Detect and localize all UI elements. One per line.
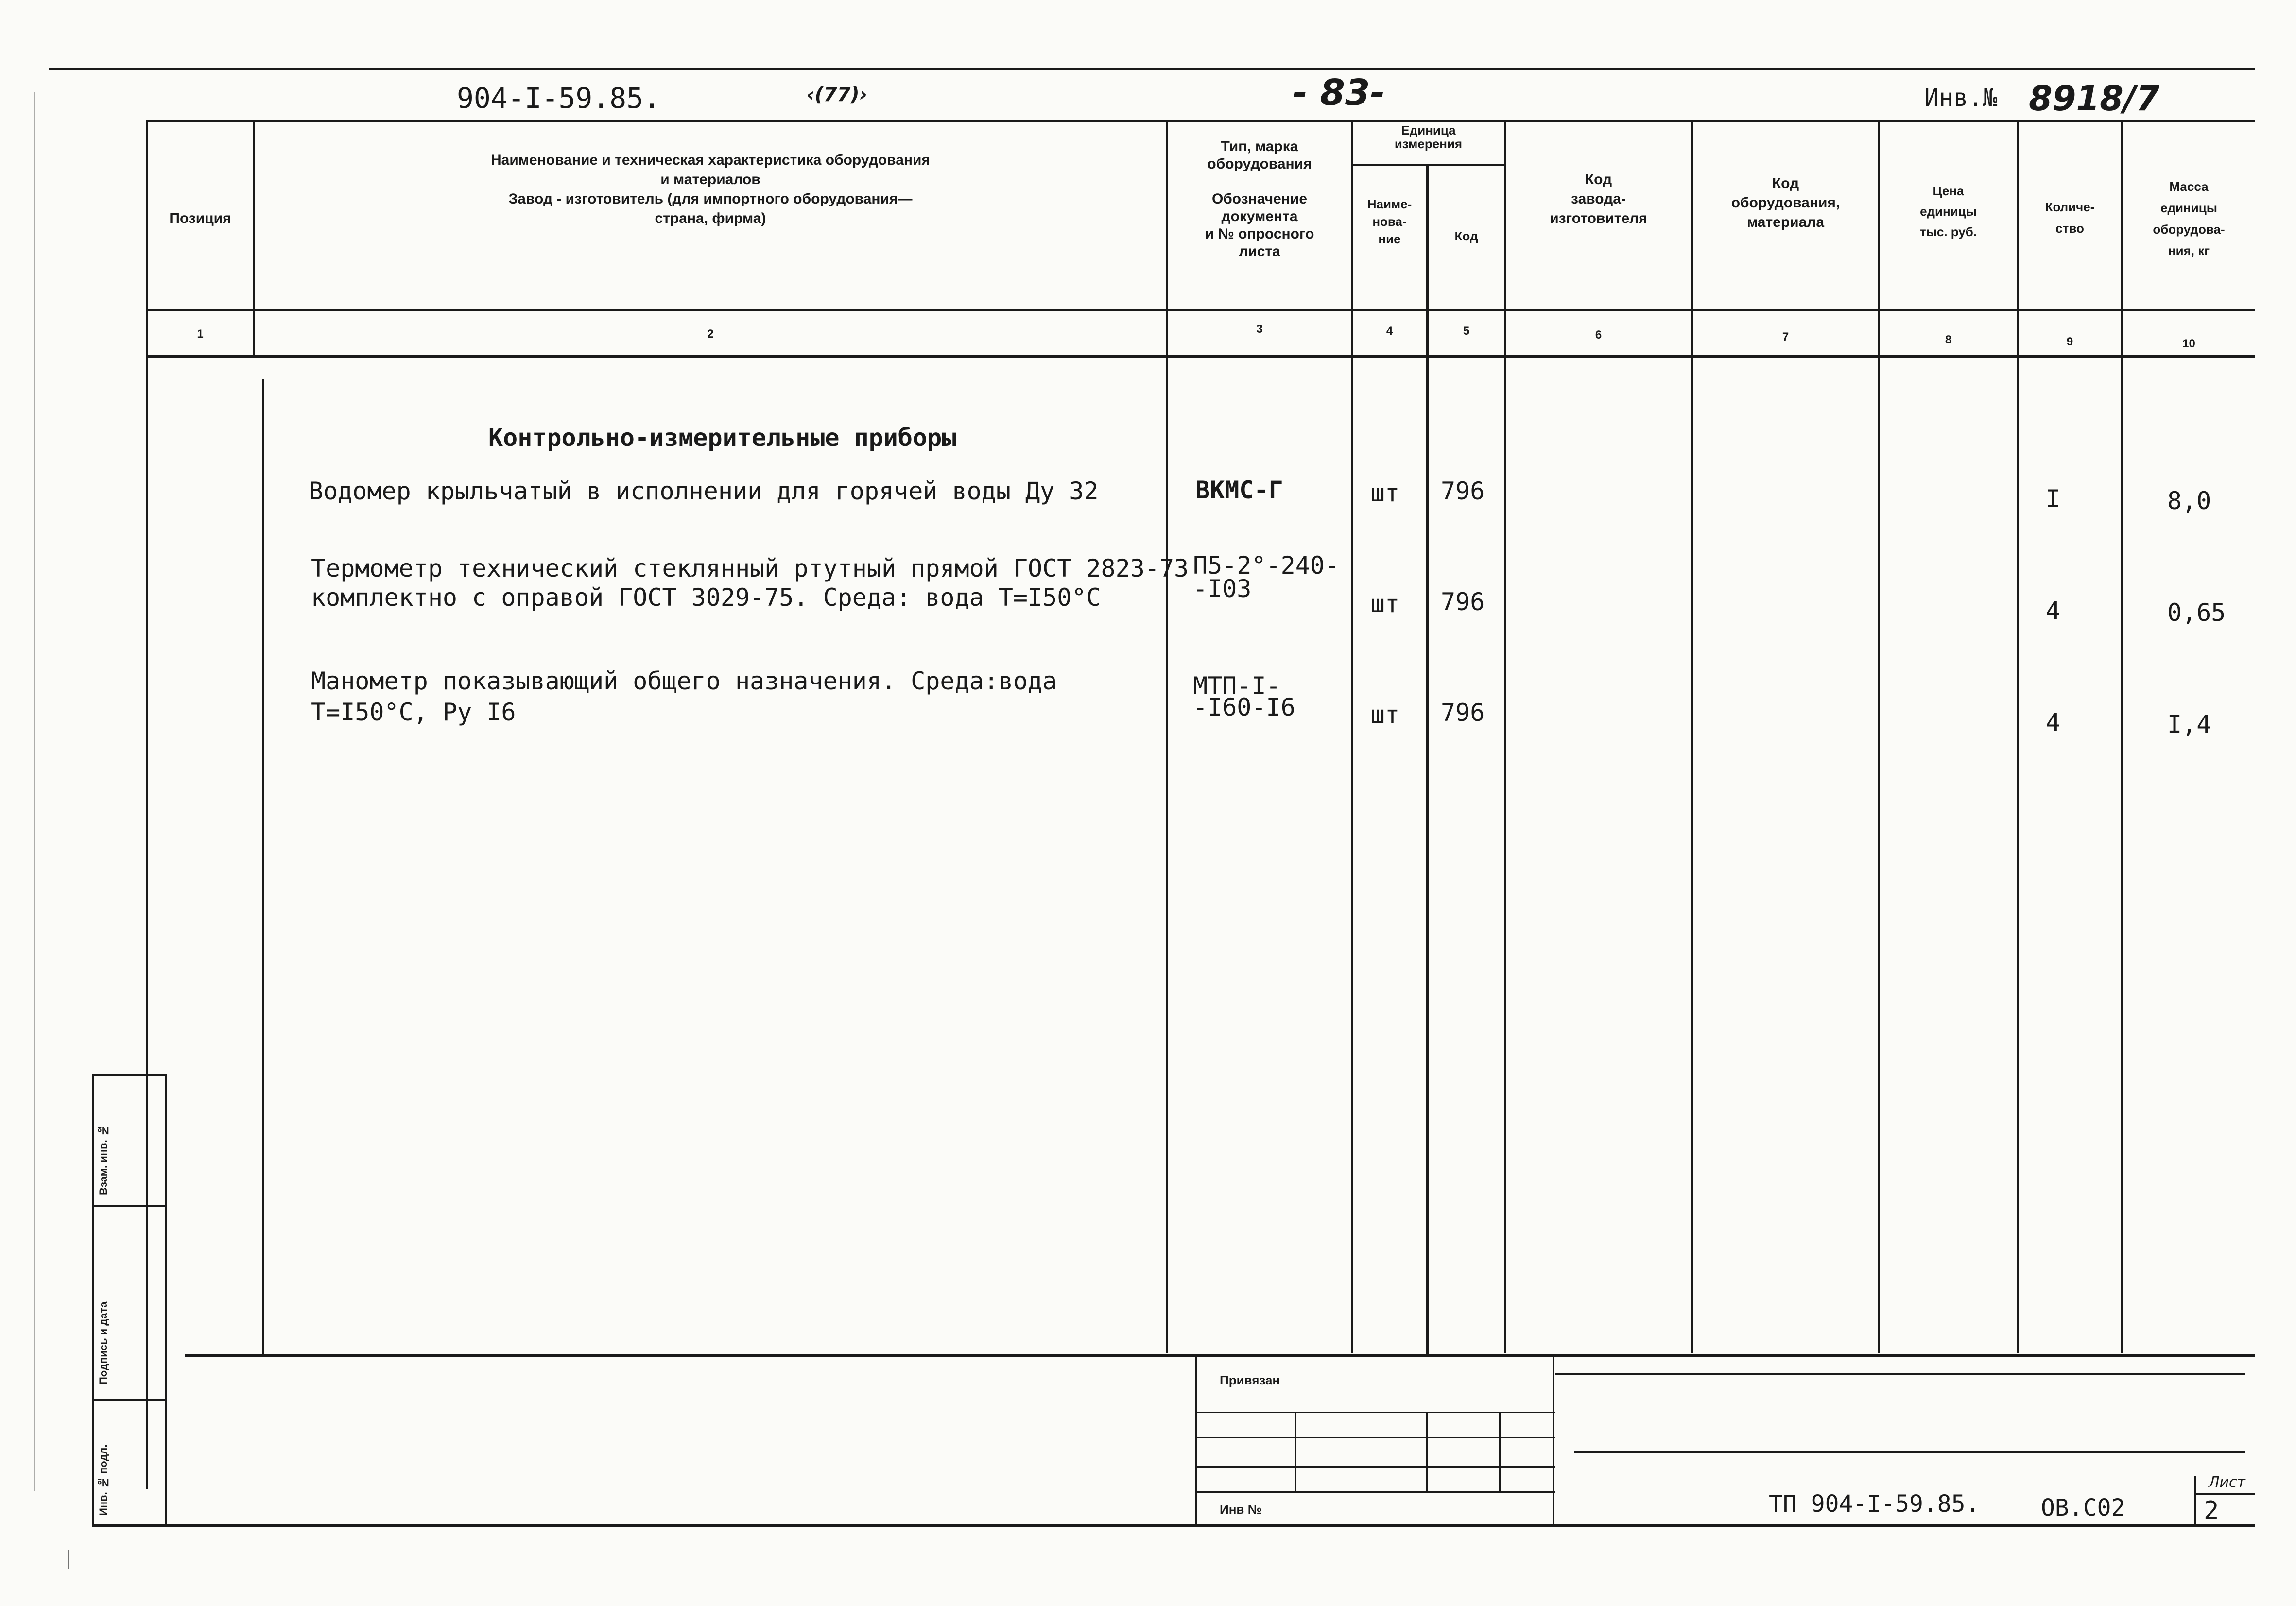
row-3-name: Манометр показывающий общего назначения. Среда:вода Т=I50°С, Ру I6 — [311, 667, 1057, 726]
col-num-3: 3 — [1256, 323, 1263, 336]
col-num-7: 7 — [1782, 330, 1789, 343]
row-3-mass: I,4 — [2167, 710, 2211, 738]
row-3-qty: 4 — [2046, 708, 2061, 736]
row-2-name: Термометр технический стеклянный ртутный прямой ГОСТ 2823-73 комплектно с оправой ГОСТ 3029-75. Среда: вода Т=I50°С — [311, 554, 1189, 612]
stamp-replace-inv: Взам. инв. № — [97, 1125, 109, 1195]
col-position-header: Позиция — [169, 210, 231, 226]
row-1-name: Водомер крыльчатый в исполнении для горячей воды Ду 32 — [309, 477, 1099, 505]
row-3-type: МТП-I- -I60-I6 — [1193, 672, 1295, 721]
col-name-header: Наименование и техническая характеристика оборудования и материалов Завод - изготовитель (для импортного оборудования— страна, фирма) — [491, 152, 930, 226]
row-3-unit: шт — [1370, 700, 1400, 729]
col-factory-code-header: Код завода- изготовителя — [1550, 171, 1647, 226]
stamp-inv-orig: Инв. № подл. — [97, 1444, 109, 1516]
col-num-1: 1 — [197, 327, 204, 341]
row-2-unit: шт — [1370, 590, 1400, 618]
section-title: Контрольно-измерительные приборы — [488, 424, 957, 452]
col-unit-group-header: Единица измерения — [1394, 123, 1463, 151]
col-num-6: 6 — [1595, 328, 1602, 342]
col-qty-header: Количе- ство — [2045, 200, 2095, 236]
row-1-code: 796 — [1441, 477, 1485, 505]
privyazan-label: Привязан — [1220, 1373, 1280, 1387]
col-num-4: 4 — [1386, 325, 1393, 338]
col-num-2: 2 — [707, 327, 714, 341]
col-num-10: 10 — [2182, 337, 2195, 350]
col-unit-code-header: Код — [1454, 229, 1478, 243]
sheet-label: Лист — [2209, 1474, 2246, 1491]
sheet-number: 2 — [2204, 1496, 2219, 1525]
mark-label: ‹(77)› — [807, 84, 868, 106]
col-num-8: 8 — [1945, 333, 1952, 346]
footer-sheet-code: ОВ.С02 — [2041, 1494, 2125, 1521]
col-num-5: 5 — [1463, 325, 1470, 338]
footer-doc-code: ТП 904-I-59.85. — [1769, 1490, 1980, 1518]
stamp-sign-date: Подпись и дата — [97, 1301, 109, 1384]
page-number: - 83- — [1293, 72, 1385, 114]
row-1-qty: I — [2046, 485, 2061, 513]
col-equipment-code-header: Код оборудования, материала — [1731, 175, 1840, 230]
col-mass-header: Масса единицы оборудова- ния, кг — [2153, 179, 2225, 258]
inv-no-label: Инв № — [1220, 1502, 1262, 1517]
row-2-mass: 0,65 — [2167, 598, 2226, 627]
row-1-unit: шт — [1370, 479, 1400, 507]
col-price-header: Цена единицы тыс. руб. — [1919, 184, 1977, 239]
col-unit-name-header: Наиме- нова- ние — [1367, 197, 1412, 246]
row-1-type: ВКМС-Г — [1195, 476, 1283, 504]
document-code: 904-I-59.85. — [457, 82, 661, 115]
row-2-type: П5-2°-240- -I03 — [1193, 551, 1340, 603]
row-2-code: 796 — [1441, 588, 1485, 616]
col-type-header: Тип, марка оборудования Обозначение документа и № опросного листа — [1205, 138, 1314, 259]
row-3-code: 796 — [1441, 699, 1485, 727]
row-1-mass: 8,0 — [2167, 487, 2211, 515]
inventory-number: 8918/7 — [2029, 79, 2160, 119]
col-num-9: 9 — [2066, 335, 2073, 348]
row-2-qty: 4 — [2046, 597, 2061, 625]
inventory-label: Инв.№ — [1924, 84, 1998, 112]
